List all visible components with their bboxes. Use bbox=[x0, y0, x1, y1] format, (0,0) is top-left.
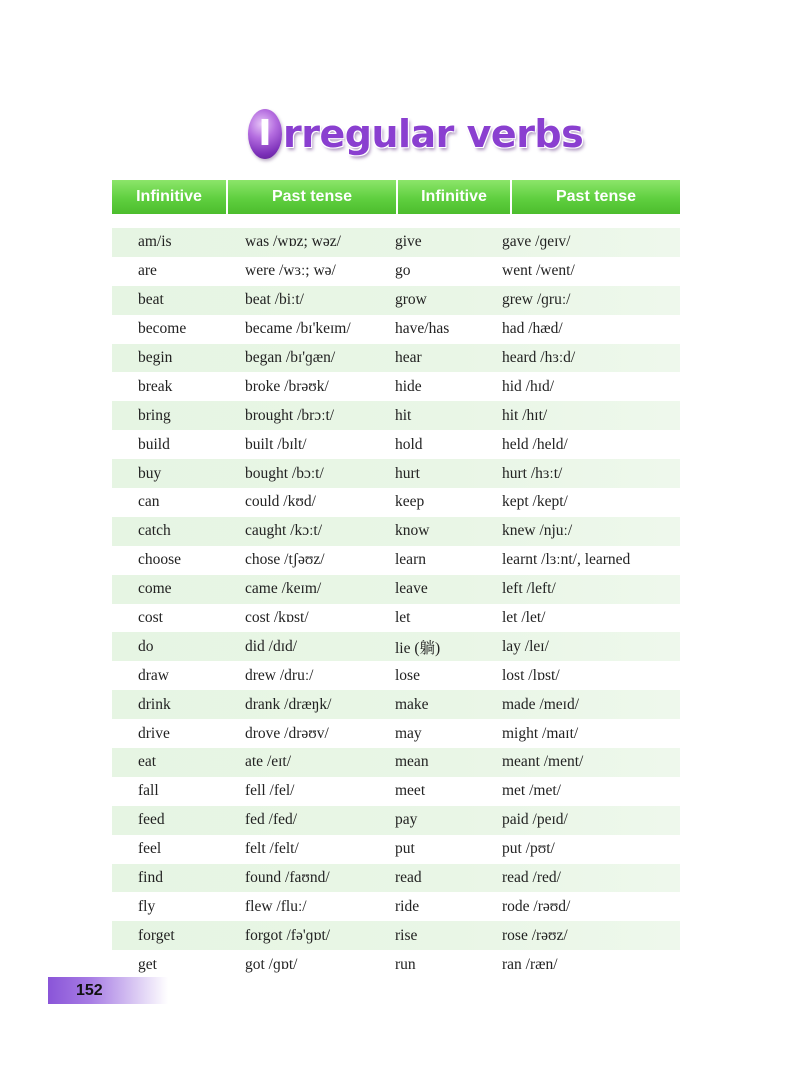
infinitive-cell: rise bbox=[395, 926, 418, 944]
infinitive-cell: come bbox=[138, 580, 172, 598]
infinitive-cell: draw bbox=[138, 666, 169, 684]
infinitive-cell: get bbox=[138, 955, 157, 973]
past-tense-cell: went /went/ bbox=[502, 262, 575, 280]
table-row bbox=[112, 257, 680, 286]
infinitive-cell: are bbox=[138, 262, 157, 280]
table-row bbox=[112, 806, 680, 835]
table-header bbox=[112, 180, 680, 214]
infinitive-cell: feed bbox=[138, 811, 165, 829]
infinitive-cell: keep bbox=[395, 493, 425, 511]
infinitive-cell: have/has bbox=[395, 320, 450, 338]
past-tense-cell: lay /leɪ/ bbox=[502, 637, 549, 655]
infinitive-cell: eat bbox=[138, 753, 157, 771]
infinitive-cell: hit bbox=[395, 406, 412, 424]
verbs-table-body bbox=[112, 228, 680, 979]
infinitive-cell: drink bbox=[138, 695, 171, 713]
table-row bbox=[112, 777, 680, 806]
table-row bbox=[112, 517, 680, 546]
infinitive-cell: become bbox=[138, 320, 187, 338]
infinitive-cell: grow bbox=[395, 291, 427, 309]
past-tense-cell: let /let/ bbox=[502, 609, 546, 627]
infinitive-cell: hear bbox=[395, 349, 422, 366]
past-tense-cell: caught /kɔːt/ bbox=[245, 522, 323, 540]
table-row bbox=[112, 228, 680, 257]
past-tense-cell: flew /fluː/ bbox=[245, 897, 307, 915]
past-tense-cell: were /wɜː; wə/ bbox=[245, 262, 336, 280]
infinitive-cell: can bbox=[138, 493, 160, 511]
past-tense-cell: forgot /fə'ɡɒt/ bbox=[245, 926, 331, 944]
past-tense-cell: rose /rəʊz/ bbox=[502, 926, 568, 944]
infinitive-cell: beat bbox=[138, 291, 164, 309]
table-row bbox=[112, 286, 680, 315]
infinitive-cell: let bbox=[395, 609, 411, 627]
past-tense-cell: made /meɪd/ bbox=[502, 695, 580, 713]
past-tense-cell: hurt /hɜːt/ bbox=[502, 464, 563, 482]
infinitive-cell: learn bbox=[395, 551, 426, 569]
table-row bbox=[112, 661, 680, 690]
infinitive-cell: fall bbox=[138, 782, 159, 800]
page-number-bar bbox=[48, 977, 168, 1004]
infinitive-cell: leave bbox=[395, 580, 428, 598]
table-row bbox=[112, 488, 680, 517]
table-row bbox=[112, 459, 680, 488]
infinitive-cell: go bbox=[395, 262, 411, 280]
page-title bbox=[248, 108, 583, 160]
header-infinitive-1: Infinitive bbox=[112, 180, 226, 214]
past-tense-cell: put /pʊt/ bbox=[502, 840, 555, 858]
past-tense-cell: drank /dræŋk/ bbox=[245, 695, 332, 713]
past-tense-cell: chose /tʃəʊz/ bbox=[245, 551, 325, 569]
infinitive-cell: meet bbox=[395, 782, 426, 800]
past-tense-cell: fed /fed/ bbox=[245, 811, 298, 829]
past-tense-cell: learnt /lɜːnt/, learned bbox=[502, 551, 631, 569]
past-tense-cell: began /bɪ'ɡæn/ bbox=[245, 349, 336, 366]
past-tense-cell: did /dɪd/ bbox=[245, 637, 298, 655]
infinitive-cell: mean bbox=[395, 753, 429, 771]
past-tense-cell: paid /peɪd/ bbox=[502, 811, 568, 829]
past-tense-cell: bought /bɔːt/ bbox=[245, 464, 324, 482]
infinitive-cell: drive bbox=[138, 724, 170, 742]
past-tense-cell: read /red/ bbox=[502, 869, 561, 887]
page-number: 152 bbox=[76, 982, 103, 999]
infinitive-cell: pay bbox=[395, 811, 418, 829]
table-row bbox=[112, 604, 680, 633]
past-tense-cell: knew /njuː/ bbox=[502, 522, 573, 540]
infinitive-cell: bring bbox=[138, 406, 171, 424]
infinitive-cell: may bbox=[395, 724, 422, 742]
infinitive-cell: give bbox=[395, 233, 422, 251]
past-tense-cell: rode /rəʊd/ bbox=[502, 897, 571, 915]
infinitive-cell: read bbox=[395, 869, 422, 887]
infinitive-cell: hold bbox=[395, 435, 423, 453]
past-tense-cell: came /keɪm/ bbox=[245, 580, 322, 598]
table-row bbox=[112, 719, 680, 748]
past-tense-cell: drew /druː/ bbox=[245, 666, 314, 684]
infinitive-cell: fly bbox=[138, 897, 156, 915]
infinitive-cell: buy bbox=[138, 464, 162, 482]
infinitive-cell: hide bbox=[395, 377, 422, 395]
past-tense-cell: found /faʊnd/ bbox=[245, 869, 330, 887]
header-past-tense-1: Past tense bbox=[226, 180, 396, 214]
infinitive-cell: put bbox=[395, 840, 415, 858]
infinitive-cell: do bbox=[138, 637, 154, 655]
past-tense-cell: ran /ræn/ bbox=[502, 955, 558, 973]
header-infinitive-2: Infinitive bbox=[396, 180, 510, 214]
past-tense-cell: was /wɒz; wəz/ bbox=[245, 233, 341, 251]
infinitive-cell: run bbox=[395, 955, 416, 973]
past-tense-cell: had /hæd/ bbox=[502, 320, 563, 338]
table-row bbox=[112, 372, 680, 401]
table-row bbox=[112, 892, 680, 921]
past-tense-cell: beat /biːt/ bbox=[245, 291, 304, 309]
infinitive-cell: break bbox=[138, 377, 173, 395]
past-tense-cell: got /ɡɒt/ bbox=[245, 955, 298, 973]
infinitive-cell: hurt bbox=[395, 464, 420, 482]
infinitive-cell: lie (躺) bbox=[395, 639, 441, 657]
title-text: rregular verbs bbox=[283, 112, 584, 156]
table-row bbox=[112, 546, 680, 575]
table-row bbox=[112, 430, 680, 459]
infinitive-cell: begin bbox=[138, 349, 173, 366]
past-tense-cell: meant /ment/ bbox=[502, 753, 584, 771]
past-tense-cell: became /bɪ'keɪm/ bbox=[245, 320, 351, 338]
past-tense-cell: drove /drəʊv/ bbox=[245, 724, 329, 742]
past-tense-cell: hit /hɪt/ bbox=[502, 406, 548, 424]
infinitive-cell: know bbox=[395, 522, 430, 540]
table-row bbox=[112, 401, 680, 430]
table-row bbox=[112, 748, 680, 777]
infinitive-cell: find bbox=[138, 869, 163, 887]
infinitive-cell: build bbox=[138, 435, 170, 453]
past-tense-cell: lost /lɒst/ bbox=[502, 666, 560, 684]
past-tense-cell: cost /kɒst/ bbox=[245, 609, 309, 627]
table-row bbox=[112, 835, 680, 864]
infinitive-cell: make bbox=[395, 695, 429, 713]
past-tense-cell: might /maɪt/ bbox=[502, 724, 579, 742]
infinitive-cell: ride bbox=[395, 897, 420, 915]
infinitive-cell: cost bbox=[138, 609, 163, 627]
infinitive-cell: lose bbox=[395, 666, 420, 684]
table-row bbox=[112, 575, 680, 604]
infinitive-cell: feel bbox=[138, 840, 162, 858]
past-tense-cell: could /kʊd/ bbox=[245, 493, 316, 511]
past-tense-cell: built /bɪlt/ bbox=[245, 435, 307, 453]
table-row bbox=[112, 632, 680, 661]
past-tense-cell: brought /brɔːt/ bbox=[245, 406, 335, 424]
past-tense-cell: broke /brəʊk/ bbox=[245, 377, 329, 395]
infinitive-cell: am/is bbox=[138, 233, 172, 251]
past-tense-cell: ate /eɪt/ bbox=[245, 753, 292, 771]
past-tense-cell: heard /hɜːd/ bbox=[502, 349, 576, 366]
table-row bbox=[112, 950, 680, 979]
past-tense-cell: fell /fel/ bbox=[245, 782, 295, 800]
infinitive-cell: catch bbox=[138, 522, 171, 540]
table-row bbox=[112, 921, 680, 950]
past-tense-cell: left /left/ bbox=[502, 580, 556, 598]
past-tense-cell: felt /felt/ bbox=[245, 840, 299, 858]
past-tense-cell: held /held/ bbox=[502, 435, 568, 453]
infinitive-cell: choose bbox=[138, 551, 182, 569]
past-tense-cell: grew /ɡruː/ bbox=[502, 291, 571, 309]
past-tense-cell: gave /ɡeɪv/ bbox=[502, 233, 571, 251]
header-past-tense-2: Past tense bbox=[510, 180, 680, 214]
table-row bbox=[112, 315, 680, 344]
title-initial-badge: I bbox=[248, 109, 282, 159]
past-tense-cell: hid /hɪd/ bbox=[502, 377, 555, 395]
table-row bbox=[112, 864, 680, 893]
infinitive-cell: forget bbox=[138, 926, 175, 944]
past-tense-cell: kept /kept/ bbox=[502, 493, 568, 511]
past-tense-cell: met /met/ bbox=[502, 782, 561, 800]
table-row bbox=[112, 690, 680, 719]
table-row bbox=[112, 344, 680, 373]
